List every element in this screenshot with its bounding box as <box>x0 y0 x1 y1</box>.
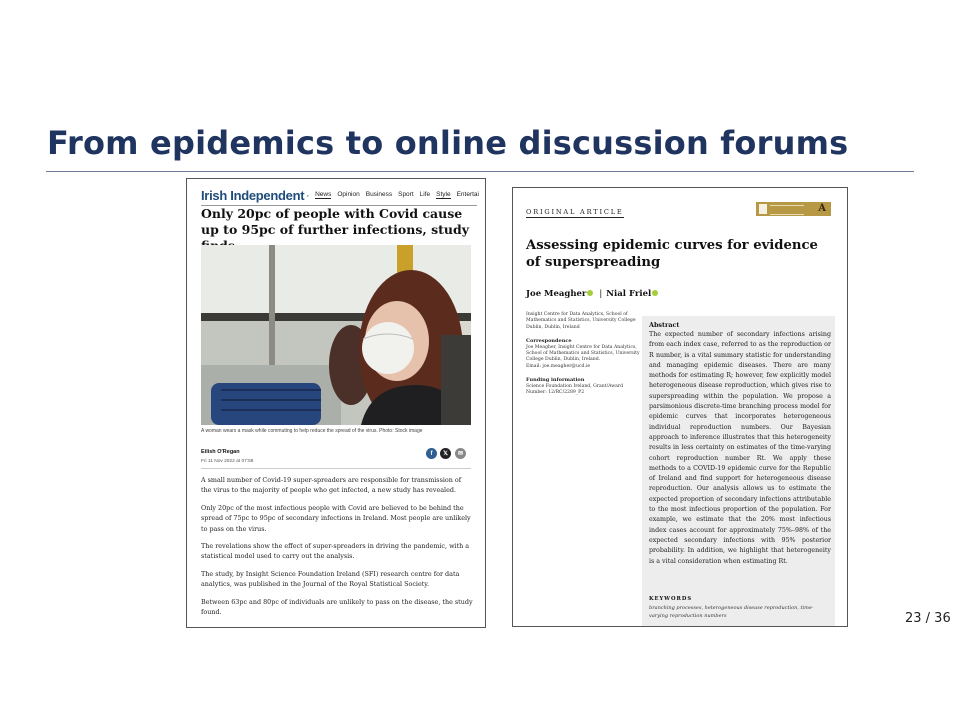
title-divider <box>46 171 914 172</box>
article-paragraph: Between 63pc and 80pc of individuals are unlikely to pass on the disease, the study found. <box>201 598 473 617</box>
keywords-heading: KEYWORDS <box>649 596 693 602</box>
news-navbar <box>201 187 479 203</box>
article-paragraph: The revelations show the effect of super-spreaders in driving the pandemic, with a statistical model used to carry out the analysis. <box>201 542 470 561</box>
abstract-heading: Abstract <box>649 321 680 329</box>
author-name[interactable]: Nial Friel <box>606 289 652 299</box>
nav-style[interactable]: Style <box>436 191 451 198</box>
news-brand: Irish Independent <box>201 187 305 203</box>
journal-logo <box>756 202 831 216</box>
affiliation: Insight Centre for Data Analytics, School of Mathematics and Statistics, University College Dublin, Dublin, Ireland <box>526 312 636 330</box>
journal-shield-icon <box>759 204 767 214</box>
journal-article-screenshot <box>512 187 848 627</box>
page-number: 23 / 36 <box>905 611 951 626</box>
news-article-screenshot <box>186 178 486 628</box>
nav-news[interactable]: News <box>315 191 332 198</box>
article-author[interactable]: Eilish O'Regan <box>201 449 240 455</box>
article-paragraph: A small number of Covid-19 super-spreaders are responsible for transmission of the virus to the majority of people who get infected, a new study has revealed. <box>201 476 462 495</box>
abstract-text: The expected number of secondary infections arising from each index case, referred to as the reproduction or R number, is a vital summary statistic for understanding and managing epidemic diseases. There are many methods for estimating R; however, few explicitly model heterogeneous disease reproduction, which gives rise to superspreading within the population. We propose a parsimonious discrete-time branching process model for epidemic curves that incorporates heterogeneous individual reproduction numbers. Our Bayesian approach to inference illustrates that this heterogeneity results in less certainty on estimates of the time-varying cohort reproduction number Rt. We apply these methods to a COVID-19 epidemic curve for the Republic of Ireland and find support for heterogeneous disease reproduction. Our analysis allows us to estimate the expected proportion of secondary infections attributable to the most infectious proportion of the population. For example, we estimate that the 20% most infectious index cases account for approximately 75%–98% of the expected secondary infections with 95% posterior probability. In addition, we highlight that heterogeneity is a vital consideration when estimating Rt. <box>649 331 831 565</box>
facebook-share-icon[interactable]: f <box>426 448 437 459</box>
x-share-icon[interactable]: 𝕏 <box>440 448 451 459</box>
byline-divider <box>201 468 471 469</box>
article-date: Fri 11 Nov 2022 at 07:58 <box>201 459 254 464</box>
paper-title: Assessing epidemic curves for evidence of superspreading <box>526 238 818 270</box>
journal-series-letter: A <box>818 203 826 214</box>
slide-title: From epidemics to online discussion forums <box>47 124 849 162</box>
nav-business[interactable]: Business <box>365 191 393 198</box>
article-paragraph: Only 20pc of the most infectious people with Covid are believed to be behind the spread of 75pc to 95pc of secondary infections in Ireland. Most people are unlikely to pass on the virus. <box>201 504 471 533</box>
photo-illustration <box>201 245 471 425</box>
orcid-icon[interactable] <box>587 290 593 296</box>
nav-sport[interactable]: Sport <box>398 191 414 198</box>
article-paragraph: The study, by Insight Science Foundation Ireland (SFI) research centre for data analytics, was published in the Journal of the Royal Statistical Society. <box>201 570 460 589</box>
news-headline: Only 20pc of people with Covid cause up to 95pc of further infections, study <box>201 206 469 237</box>
paper-sidebar <box>526 312 641 396</box>
correspondence-email[interactable]: Email: joe.meagher@ucd.ie <box>526 363 591 369</box>
funding-text: Science Foundation Ireland, Grant/Award Number: 12/RC/2289_P2 <box>526 383 624 396</box>
nav-opinion[interactable]: Opinion <box>337 191 360 198</box>
funding-label: Funding information <box>526 377 585 384</box>
orcid-icon[interactable] <box>652 290 658 296</box>
photo-caption: A woman wears a mask while commuting to help reduce the spread of the virus. Photo: Stock image <box>201 428 423 434</box>
keywords-text: branching processes, heterogeneous disease reproduction, time-varying reproduction numbers <box>649 605 814 619</box>
correspondence-text: Joe Meagher, Insight Centre for Data Analytics, School of Mathematics and Statistics, University College Dublin, Dublin, Ireland. <box>526 344 640 363</box>
harp-logo-icon <box>307 190 309 202</box>
news-nav-links <box>315 191 479 199</box>
email-share-icon[interactable]: ✉ <box>455 448 466 459</box>
author-name[interactable]: Joe Meagher <box>526 289 587 299</box>
correspondence-label: Correspondence <box>526 338 572 345</box>
nav-entertainment[interactable]: Entertai <box>456 191 479 198</box>
paper-authors: Joe Meagher | Nial Friel <box>526 289 660 299</box>
news-photo <box>201 245 471 425</box>
nav-life[interactable]: Life <box>419 191 431 198</box>
article-type-label: ORIGINAL ARTICLE <box>526 208 624 216</box>
